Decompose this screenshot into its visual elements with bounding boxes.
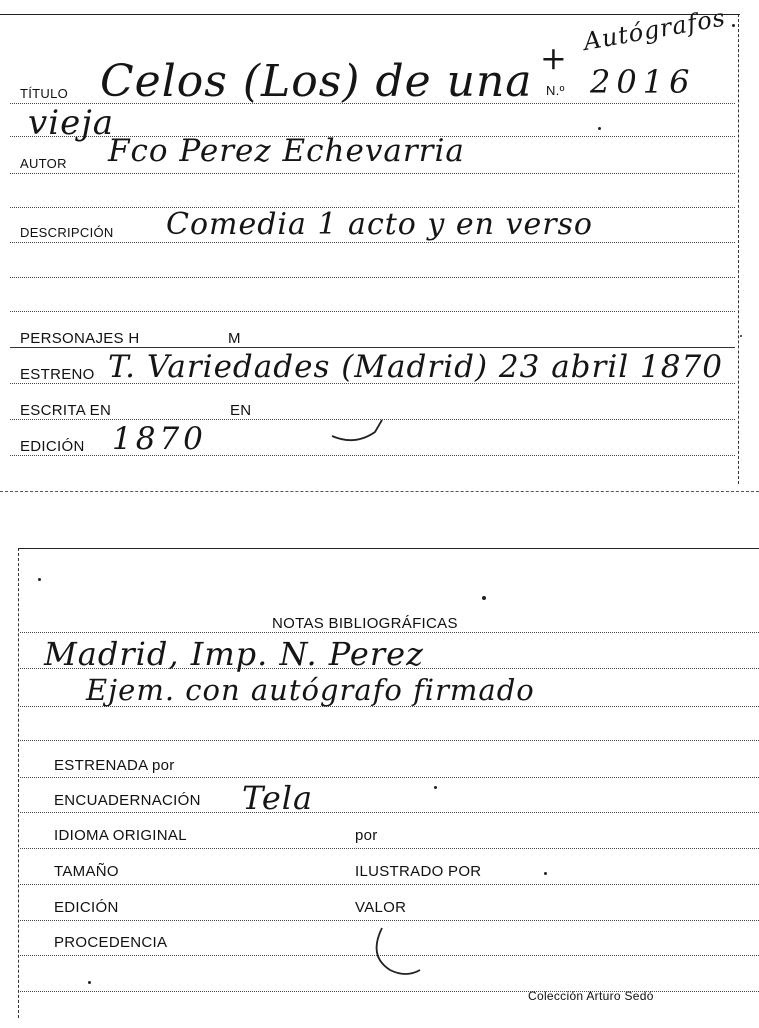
card-right-edge [738, 14, 739, 484]
catalog-card-front [0, 0, 759, 492]
label-numero: N.º [546, 83, 565, 98]
rule-descripcion [10, 242, 735, 243]
speck [732, 24, 735, 27]
label-idioma-original: IDIOMA ORIGINAL [54, 827, 187, 844]
speck [740, 335, 742, 337]
card-top-edge [0, 14, 740, 15]
value-notas-line2: Ejem. con autógrafo firmado [86, 673, 535, 707]
label-en: EN [230, 402, 252, 419]
value-edicion: 1870 [112, 421, 207, 457]
value-autor: Fco Perez Echevarria [108, 133, 465, 169]
label-estreno: ESTRENO [20, 366, 95, 383]
label-estrenada-por: ESTRENADA por [54, 757, 175, 774]
rule-idioma [20, 848, 759, 849]
label-edicion: EDICIÓN [20, 438, 85, 455]
label-personajes-m: M [228, 330, 241, 347]
speck [482, 596, 486, 600]
card-left-edge [18, 548, 19, 1018]
rule-blank-2 [10, 277, 735, 278]
rule-edicion [20, 920, 759, 921]
label-valor: VALOR [355, 899, 407, 916]
value-notas-line1: Madrid, Imp. N. Perez [44, 635, 424, 673]
value-estreno: T. Variedades (Madrid) 23 abril 1870 [108, 349, 723, 385]
speck [598, 127, 601, 130]
rule-blank-3 [10, 311, 735, 312]
rule-tamano [20, 884, 759, 885]
label-ilustrado-por: ILUSTRADO POR [355, 863, 482, 880]
value-autografos: Autógrafos [581, 3, 728, 56]
value-numero: 2016 [590, 63, 696, 101]
label-descripcion: DESCRIPCIÓN [20, 225, 114, 240]
rule-autor [10, 173, 735, 174]
label-autor: AUTOR [20, 156, 67, 171]
speck [88, 981, 91, 984]
card-top-edge [18, 548, 759, 549]
value-titulo-line2: vieja [28, 103, 115, 143]
label-encuadernacion: ENCUADERNACIÓN [54, 792, 201, 809]
label-coleccion: Colección Arturo Sedó [528, 989, 654, 1003]
value-encuadernacion: Tela [242, 779, 314, 817]
speck [544, 872, 547, 875]
label-procedencia: PROCEDENCIA [54, 934, 168, 951]
rule-personajes [10, 347, 735, 348]
value-descripcion: Comedia 1 acto y en verso [166, 207, 593, 242]
catalog-card-back [0, 548, 759, 1028]
label-personajes: PERSONAJES H [20, 330, 140, 347]
label-tamano: TAMAÑO [54, 863, 119, 880]
label-escrita-en: ESCRITA EN [20, 402, 112, 419]
value-cross: + [540, 39, 568, 77]
rule-estrenada [20, 777, 759, 778]
speck [38, 578, 41, 581]
pencil-mark-front [330, 418, 390, 448]
value-titulo-line1: Celos (Los) de una [100, 56, 533, 107]
label-notas-bibliograficas: NOTAS BIBLIOGRÁFICAS [272, 615, 458, 632]
rule-encuadernacion [20, 812, 759, 813]
speck [434, 786, 437, 789]
rule-notas [20, 632, 759, 633]
label-edicion: EDICIÓN [54, 899, 119, 916]
label-por: por [355, 827, 378, 844]
pencil-mark-back [368, 926, 428, 978]
rule-notas-3 [20, 740, 759, 741]
card-bottom-edge [0, 491, 759, 492]
label-titulo: TÍTULO [20, 86, 69, 101]
